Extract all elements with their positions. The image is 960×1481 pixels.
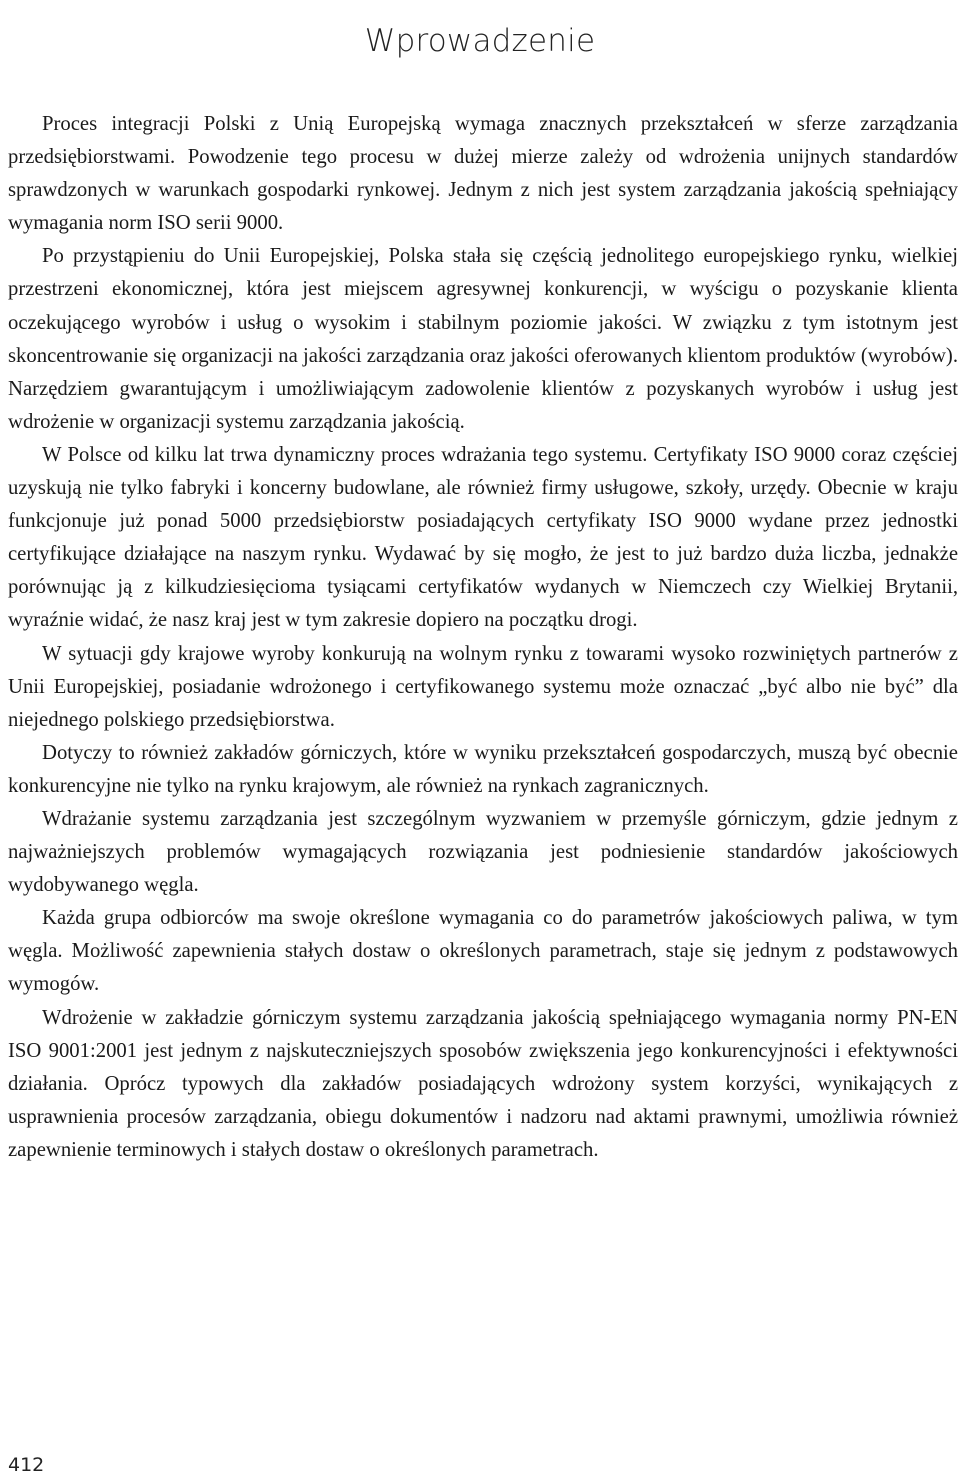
page-number: 412 xyxy=(8,1454,45,1476)
paragraph-4: W sytuacji gdy krajowe wyroby konkurują na wolnym rynku z towarami wysoko rozwiniętych partnerów z Unii Europejskiej, posiadanie wdrożonego i certyfikowanego systemu może oznaczać „być albo nie być” dla niejednego polskiego przedsiębiorstwa. xyxy=(8,642,958,731)
paragraph-5: Dotyczy to również zakładów górniczych, które w wyniku przekształceń gospodarczych, muszą być obecnie konkurencyjne nie tylko na rynku krajowym, ale również na rynkach zagranicznych. xyxy=(8,741,958,797)
paragraph-2: Po przystąpieniu do Unii Europejskiej, Polska stała się częścią jednolitego europejskiego rynku, wielkiej przestrzeni ekonomicznej, która jest miejscem agresywnej konkurencji, w wyścigu o pozyskanie klienta oczekującego wyrobów i usług o wysokim i stabilnym poziomie jakości. W związku z tym istotnym jest skoncentrowanie się organizacji na jakości zarządzania oraz jakości oferowanych klientom produktów (wyrobów). Narzędziem gwarantującym i umożliwiającym zadowolenie klientów z pozyskanych wyrobów i usług jest wdrożenie w organizacji systemu zarządzania jakością. xyxy=(8,245,958,433)
paragraph-6: Wdrażanie systemu zarządzania jest szczególnym wyzwaniem w przemyśle górniczym, gdzie jednym z najważniejszych problemów wymagających rozwiązania jest podniesienie standardów jakościowych wydobywanego węgla. xyxy=(8,807,958,897)
document-body xyxy=(8,108,958,1167)
page-title: Wprowadzenie xyxy=(364,22,596,59)
paragraph-8: Wdrożenie w zakładzie górniczym systemu zarządzania jakością spełniającego wymagania normy PN-EN ISO 9001:2001 jest jednym z najskuteczniejszych sposobów zwiększenia jego konkurencyjności i efektywności działania. Oprócz typowych dla zakładów posiadających wdrożony system korzyści, wynikających z usprawnienia procesów zarządzania, obiegu dokumentów i nadzoru nad aktami prawnymi, umożliwia również zapewnienie terminowych i stałych dostaw o określonych parametrach. xyxy=(8,1006,958,1161)
paragraph-7: Każda grupa odbiorców ma swoje określone wymagania co do parametrów jakościowych paliwa, w tym węgla. Możliwość zapewnienia stałych dostaw o określonych parametrach, staje się jednym z podstawowych wymogów. xyxy=(8,907,958,996)
paragraph-1: Proces integracji Polski z Unią Europejską wymaga znacznych przekształceń w sferze zarządzania przedsiębiorstwami. Powodzenie tego procesu w dużej mierze zależy od wdrożenia unijnych standardów sprawdzonych w warunkach gospodarki rynkowej. Jednym z nich jest system zarządzania jakością spełniający wymagania norm ISO serii 9000. xyxy=(8,113,958,235)
paragraph-3: W Polsce od kilku lat trwa dynamiczny proces wdrażania tego systemu. Certyfikaty ISO 9000 coraz częściej uzyskują nie tylko fabryki i koncerny budowlane, ale również firmy usługowe, szkoły, urzędy. Obecnie w kraju funkcjonuje już ponad 5000 przedsiębiorstw posiadających certyfikaty ISO 9000 wydane przez jednostki certyfikujące działające na naszym rynku. Wydawać by się mogło, że jest to już bardzo duża liczba, jednakże porównując ją z kilkudziesięcioma tysiącami certyfikatów wydanych w Niemczech czy Wielkiej Brytanii, wyraźnie widać, że nasz kraj jest w tym zakresie dopiero na początku drogi. xyxy=(8,443,958,632)
